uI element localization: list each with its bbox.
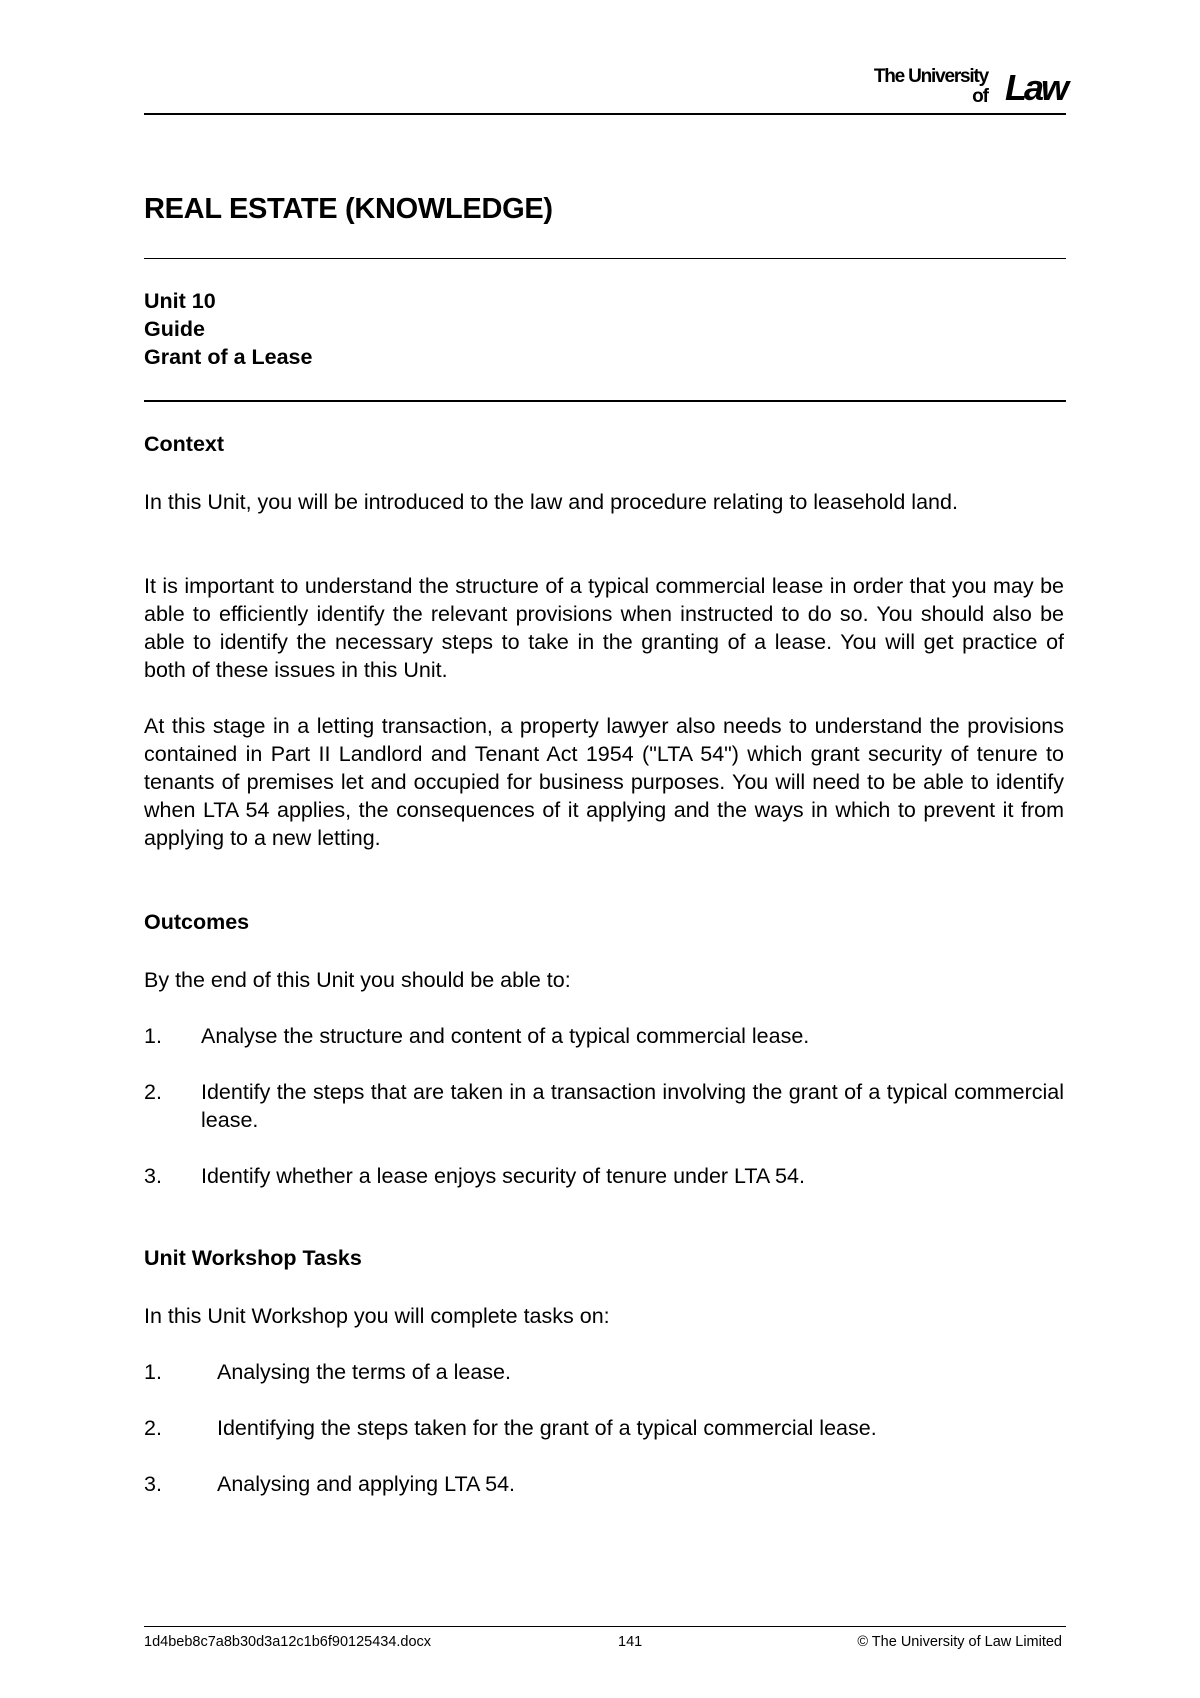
header-rule: [144, 113, 1066, 115]
workshop-intro: In this Unit Workshop you will complete tasks on:: [144, 1304, 610, 1328]
workshop-text: Analysing and applying LTA 54.: [217, 1472, 516, 1496]
outcome-number: 3.: [144, 1164, 162, 1188]
outcome-text: Identify the steps that are taken in a transaction involving the grant of a typical commercial lease.: [201, 1080, 1064, 1132]
context-paragraph-3: At this stage in a letting transaction, a property lawyer also needs to understand the provisions contained in Part II Landlord and Tenant Act 1954 ("LTA 54") which grant security of tenure to tenants of premises let and occupied for business purposes. You will need to be able to identify when LTA 54 applies, the consequences of it applying and the ways in which to prevent it from applying to a new letting.: [144, 714, 1064, 850]
footer-filename: 1d4beb8c7a8b30d3a12c1b6f90125434.docx: [144, 1634, 432, 1650]
outcome-text: Analyse the structure and content of a typical commercial lease.: [201, 1024, 810, 1048]
outcome-number: 2.: [144, 1080, 162, 1104]
workshop-number: 3.: [144, 1472, 162, 1496]
outcome-number: 1.: [144, 1024, 162, 1048]
workshop-heading: Unit Workshop Tasks: [144, 1246, 362, 1270]
unit-topic: Grant of a Lease: [144, 345, 313, 369]
unit-type: Guide: [144, 317, 205, 341]
logo-text-the-university: The University: [873, 66, 988, 87]
outcomes-heading: Outcomes: [144, 910, 250, 934]
outcomes-intro: By the end of this Unit you should be able to:: [144, 968, 571, 992]
unit-info: [144, 287, 312, 371]
workshop-number: 1.: [144, 1360, 162, 1384]
workshop-text: Analysing the terms of a lease.: [217, 1360, 511, 1384]
footer-copyright: © The University of Law Limited: [857, 1634, 1062, 1650]
title-rule: [144, 258, 1066, 259]
footer-rule: [144, 1626, 1066, 1627]
workshop-number: 2.: [144, 1416, 162, 1440]
unit-rule: [144, 400, 1066, 402]
context-heading: Context: [144, 432, 225, 456]
context-paragraph-1: In this Unit, you will be introduced to the law and procedure relating to leasehold land.: [144, 490, 958, 514]
workshop-text: Identifying the steps taken for the grant of a typical commercial lease.: [217, 1416, 877, 1440]
unit-number: Unit 10: [144, 289, 216, 313]
context-paragraph-2: It is important to understand the structure of a typical commercial lease in order that you may be able to efficiently identify the relevant provisions when instructed to do so. You should also be able to identify the necessary steps to take in the granting of a lease. You will get practice of both of these issues in this Unit.: [144, 574, 1064, 682]
footer-page-number: 141: [618, 1634, 643, 1650]
outcome-text: Identify whether a lease enjoys security of tenure under LTA 54.: [201, 1164, 805, 1188]
logo-text-law: Law: [1004, 67, 1066, 108]
university-of-law-logo: [846, 66, 1066, 106]
logo-text-of: of: [972, 86, 988, 107]
page-title: REAL ESTATE (KNOWLEDGE): [144, 193, 553, 225]
